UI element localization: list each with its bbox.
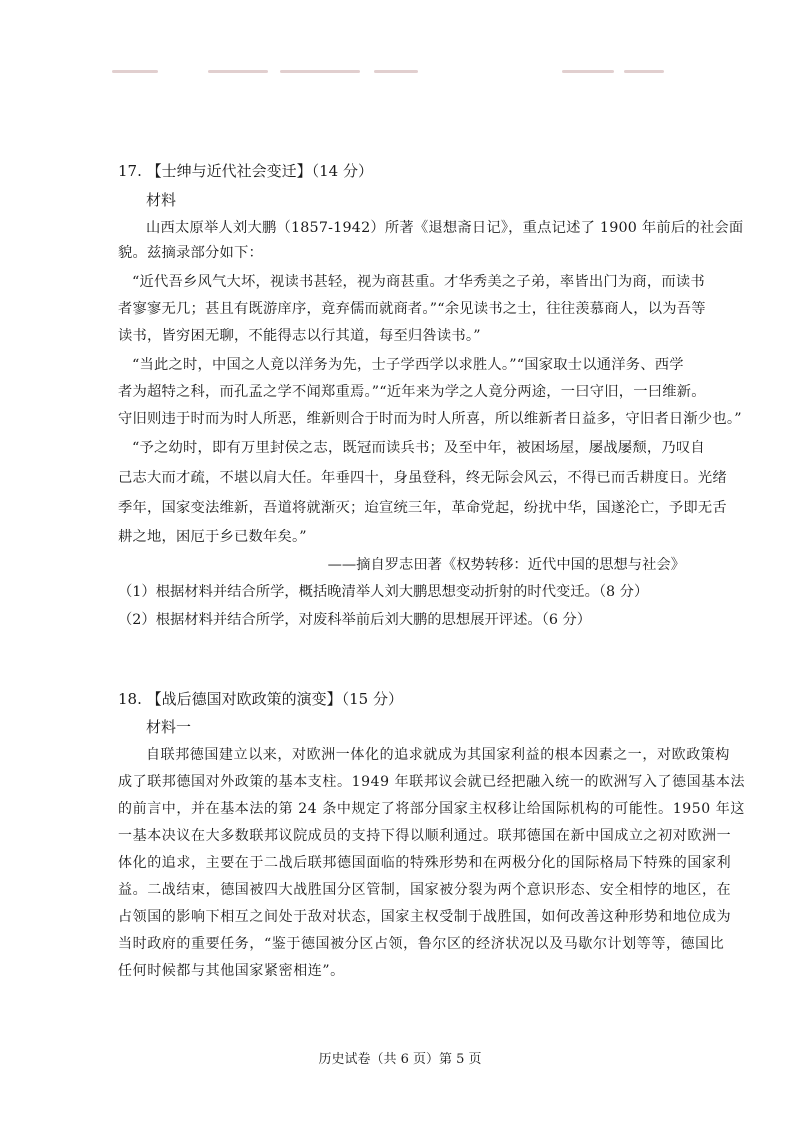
material-line: 一基本决议在大多数联邦议院成员的支持下得以顺利通过。联邦德国在新中国成立之初对欧洲一	[118, 828, 732, 844]
material-line: 益。二战结束，德国被四大战胜国分区管制，国家被分裂为两个意识形态、安全相悖的地区，在	[118, 882, 732, 898]
material-line: 者寥寥无几；甚且有既游庠序，竟弃儒而就商者。”“余见读书之士，往往羡慕商人，以为吾等	[118, 301, 706, 317]
sub-question-2: （2）根据材料并结合所学，对废科举前后刘大鹏的思想展开评述。（6 分）	[118, 612, 592, 628]
material-line: 季年，国家变法维新，吾道将就渐灭；迨宣统三年，革命党起，纷扰中华，国遂沦亡，予即无舌	[118, 500, 727, 516]
material-line: “当此之时，中国之人竟以洋务为先，士子学西学以求胜人。”“国家取士以通洋务、西学	[132, 357, 684, 373]
material-line: “近代吾乡风气大坏，视读书甚轻，视为商甚重。才华秀美之子弟，率皆出门为商，而读书	[132, 274, 705, 290]
question-18-title: 18. 【战后德国对欧政策的演变】（15 分）	[118, 690, 403, 708]
material-line: 当时政府的重要任务，“鉴于德国被分区占领，鲁尔区的经济状况以及马歇尔计划等等，德国比	[118, 936, 725, 952]
material-line: 守旧则违于时而为时人所恶，维新则合于时而为时人所喜，所以维新者日益多，守旧者日渐少也。”	[118, 411, 742, 427]
material-line: 自联邦德国建立以来，对欧洲一体化的追求就成为其国家利益的根本因素之一，对欧政策构	[146, 747, 730, 763]
material-line: 耕之地，困厄于乡已数年矣。”	[118, 529, 307, 545]
material-label: 材料	[146, 191, 177, 209]
material-line: 的前言中，并在基本法的第 24 条中规定了将部分国家主权移让给国际机构的可能性。1950 年这	[118, 801, 745, 817]
material-line: 任何时候都与其他国家紧密相连”。	[118, 963, 345, 979]
material-line: 成了联邦德国对外政策的基本支柱。1949 年联邦议会就已经把融入统一的欧洲写入了德国基本法	[118, 774, 746, 790]
page-footer: 历史试卷（共 6 页）第 5 页	[318, 1052, 482, 1067]
material-line: 己志大而才疏，不堪以肩大任。年垂四十，身虽登科，终无际会风云，不得已而舌耕度日。光绪	[118, 470, 727, 486]
material-line: 貌。兹摘录部分如下：	[118, 245, 263, 261]
scan-artifact	[112, 64, 672, 80]
material-line: 山西太原举人刘大鹏（1857-1942）所著《退想斋日记》，重点记述了 1900 年前后的社会面	[146, 220, 744, 236]
material-line: 占领国的影响下相互之间处于敌对状态，国家主权受制于战胜国，如何改善这种形势和地位成为	[118, 909, 732, 925]
material-source: ——摘自罗志田著《权势转移：近代中国的思想与社会》	[327, 557, 685, 573]
material-label: 材料一	[146, 718, 192, 736]
sub-question-1: （1）根据材料并结合所学，概括晚清举人刘大鹏思想变动折射的时代变迁。（8 分）	[118, 584, 649, 600]
material-line: 者为超特之科，而孔孟之学不闻郑重焉。”“近年来为学之人竟分两途，一曰守旧，一曰维新。	[118, 384, 706, 400]
material-line: “予之幼时，即有万里封侯之志，既冠而读兵书；及至中年，被困场屋，屡战屡颓，乃叹自	[132, 440, 705, 456]
material-line: 体化的追求，主要在于二战后联邦德国面临的特殊形势和在两极分化的国际格局下特殊的国家利	[118, 855, 732, 871]
material-line: 读书，皆穷困无聊，不能得志以行其道，每至归咎读书。”	[118, 328, 481, 344]
question-17-title: 17. 【士绅与近代社会变迁】（14 分）	[118, 162, 373, 180]
